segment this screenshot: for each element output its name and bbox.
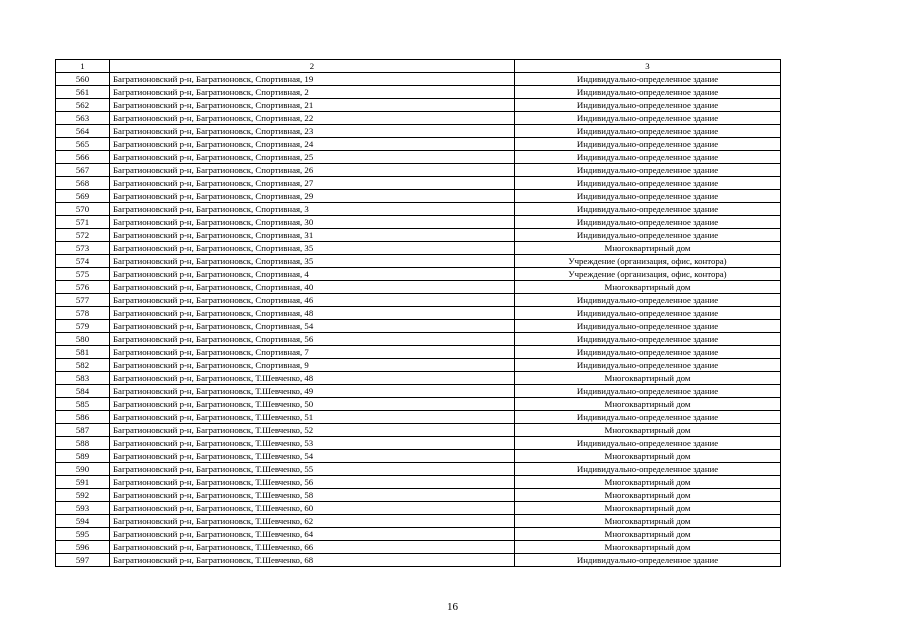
object-type-cell: Многоквартирный дом: [515, 424, 781, 437]
object-type-cell: Многоквартирный дом: [515, 372, 781, 385]
registry-table-body: [56, 60, 781, 567]
table-row: [56, 216, 781, 229]
address-cell: Багратионовский р-н, Багратионовск, Т.Шевченко, 54: [110, 450, 515, 463]
row-number-cell: 571: [56, 216, 110, 229]
table-row: [56, 372, 781, 385]
address-cell: Багратионовский р-н, Багратионовск, Т.Шевченко, 64: [110, 528, 515, 541]
row-number-cell: 566: [56, 151, 110, 164]
row-number-cell: 597: [56, 554, 110, 567]
row-number-cell: 569: [56, 190, 110, 203]
address-cell: Багратионовский р-н, Багратионовск, Т.Шевченко, 66: [110, 541, 515, 554]
table-row: [56, 346, 781, 359]
object-type-cell: Индивидуально-определенное здание: [515, 73, 781, 86]
object-type-cell: Многоквартирный дом: [515, 281, 781, 294]
row-number-cell: 586: [56, 411, 110, 424]
row-number-cell: 594: [56, 515, 110, 528]
row-number-cell: 578: [56, 307, 110, 320]
address-cell: Багратионовский р-н, Багратионовск, Спортивная, 21: [110, 99, 515, 112]
address-cell: Багратионовский р-н, Багратионовск, Спортивная, 30: [110, 216, 515, 229]
object-type-cell: Многоквартирный дом: [515, 476, 781, 489]
address-cell: Багратионовский р-н, Багратионовск, Т.Шевченко, 49: [110, 385, 515, 398]
header-col-1: 1: [56, 60, 110, 73]
table-row: [56, 268, 781, 281]
address-cell: Багратионовский р-н, Багратионовск, Спортивная, 46: [110, 294, 515, 307]
address-cell: Багратионовский р-н, Багратионовск, Т.Шевченко, 56: [110, 476, 515, 489]
object-type-cell: Индивидуально-определенное здание: [515, 151, 781, 164]
table-row: [56, 112, 781, 125]
object-type-cell: Индивидуально-определенное здание: [515, 307, 781, 320]
table-row: [56, 99, 781, 112]
table-row: [56, 138, 781, 151]
address-cell: Багратионовский р-н, Багратионовск, Спортивная, 26: [110, 164, 515, 177]
table-row: [56, 385, 781, 398]
table-row: [56, 125, 781, 138]
address-cell: Багратионовский р-н, Багратионовск, Спортивная, 54: [110, 320, 515, 333]
table-row: [56, 86, 781, 99]
table-row: [56, 424, 781, 437]
object-type-cell: Многоквартирный дом: [515, 502, 781, 515]
object-type-cell: Многоквартирный дом: [515, 398, 781, 411]
object-type-cell: Индивидуально-определенное здание: [515, 177, 781, 190]
row-number-cell: 590: [56, 463, 110, 476]
row-number-cell: 562: [56, 99, 110, 112]
table-row: [56, 320, 781, 333]
row-number-cell: 573: [56, 242, 110, 255]
address-cell: Багратионовский р-н, Багратионовск, Спортивная, 56: [110, 333, 515, 346]
header-col-2: 2: [110, 60, 515, 73]
address-cell: Багратионовский р-н, Багратионовск, Спортивная, 7: [110, 346, 515, 359]
row-number-cell: 593: [56, 502, 110, 515]
address-cell: Багратионовский р-н, Багратионовск, Спортивная, 4: [110, 268, 515, 281]
object-type-cell: Многоквартирный дом: [515, 528, 781, 541]
address-cell: Багратионовский р-н, Багратионовск, Спортивная, 40: [110, 281, 515, 294]
table-row: [56, 190, 781, 203]
registry-table: [55, 59, 781, 567]
row-number-cell: 574: [56, 255, 110, 268]
row-number-cell: 588: [56, 437, 110, 450]
address-cell: Багратионовский р-н, Багратионовск, Т.Шевченко, 68: [110, 554, 515, 567]
object-type-cell: Учреждение (организация, офис, контора): [515, 268, 781, 281]
address-cell: Багратионовский р-н, Багратионовск, Спортивная, 9: [110, 359, 515, 372]
object-type-cell: Индивидуально-определенное здание: [515, 203, 781, 216]
object-type-cell: Индивидуально-определенное здание: [515, 294, 781, 307]
address-cell: Багратионовский р-н, Багратионовск, Т.Шевченко, 50: [110, 398, 515, 411]
object-type-cell: Индивидуально-определенное здание: [515, 554, 781, 567]
address-cell: Багратионовский р-н, Багратионовск, Т.Шевченко, 53: [110, 437, 515, 450]
table-header-row: [56, 60, 781, 73]
row-number-cell: 585: [56, 398, 110, 411]
table-row: [56, 450, 781, 463]
table-row: [56, 541, 781, 554]
table-row: [56, 463, 781, 476]
object-type-cell: Индивидуально-определенное здание: [515, 99, 781, 112]
row-number-cell: 563: [56, 112, 110, 125]
address-cell: Багратионовский р-н, Багратионовск, Спортивная, 35: [110, 255, 515, 268]
table-row: [56, 151, 781, 164]
object-type-cell: Учреждение (организация, офис, контора): [515, 255, 781, 268]
object-type-cell: Индивидуально-определенное здание: [515, 190, 781, 203]
address-cell: Багратионовский р-н, Багратионовск, Т.Шевченко, 58: [110, 489, 515, 502]
row-number-cell: 595: [56, 528, 110, 541]
row-number-cell: 581: [56, 346, 110, 359]
table-row: [56, 398, 781, 411]
table-row: [56, 476, 781, 489]
table-row: [56, 489, 781, 502]
object-type-cell: Индивидуально-определенное здание: [515, 437, 781, 450]
object-type-cell: Индивидуально-определенное здание: [515, 385, 781, 398]
table-row: [56, 164, 781, 177]
row-number-cell: 592: [56, 489, 110, 502]
table-row: [56, 437, 781, 450]
object-type-cell: Индивидуально-определенное здание: [515, 346, 781, 359]
table-row: [56, 73, 781, 86]
table-row: [56, 502, 781, 515]
row-number-cell: 579: [56, 320, 110, 333]
address-cell: Багратионовский р-н, Багратионовск, Спортивная, 19: [110, 73, 515, 86]
address-cell: Багратионовский р-н, Багратионовск, Спортивная, 48: [110, 307, 515, 320]
table-row: [56, 528, 781, 541]
table-row: [56, 255, 781, 268]
object-type-cell: Индивидуально-определенное здание: [515, 229, 781, 242]
address-cell: Багратионовский р-н, Багратионовск, Спортивная, 25: [110, 151, 515, 164]
address-cell: Багратионовский р-н, Багратионовск, Спортивная, 27: [110, 177, 515, 190]
address-cell: Багратионовский р-н, Багратионовск, Т.Шевченко, 62: [110, 515, 515, 528]
object-type-cell: Индивидуально-определенное здание: [515, 216, 781, 229]
address-cell: Багратионовский р-н, Багратионовск, Т.Шевченко, 55: [110, 463, 515, 476]
row-number-cell: 561: [56, 86, 110, 99]
object-type-cell: Индивидуально-определенное здание: [515, 164, 781, 177]
row-number-cell: 565: [56, 138, 110, 151]
table-row: [56, 411, 781, 424]
object-type-cell: Индивидуально-определенное здание: [515, 359, 781, 372]
object-type-cell: Индивидуально-определенное здание: [515, 112, 781, 125]
row-number-cell: 577: [56, 294, 110, 307]
table-row: [56, 242, 781, 255]
row-number-cell: 568: [56, 177, 110, 190]
table-row: [56, 281, 781, 294]
object-type-cell: Многоквартирный дом: [515, 541, 781, 554]
address-cell: Багратионовский р-н, Багратионовск, Спортивная, 3: [110, 203, 515, 216]
row-number-cell: 596: [56, 541, 110, 554]
row-number-cell: 584: [56, 385, 110, 398]
row-number-cell: 576: [56, 281, 110, 294]
row-number-cell: 572: [56, 229, 110, 242]
object-type-cell: Индивидуально-определенное здание: [515, 463, 781, 476]
object-type-cell: Многоквартирный дом: [515, 515, 781, 528]
address-cell: Багратионовский р-н, Багратионовск, Т.Шевченко, 60: [110, 502, 515, 515]
object-type-cell: Многоквартирный дом: [515, 489, 781, 502]
object-type-cell: Многоквартирный дом: [515, 242, 781, 255]
object-type-cell: Индивидуально-определенное здание: [515, 138, 781, 151]
address-cell: Багратионовский р-н, Багратионовск, Спортивная, 24: [110, 138, 515, 151]
object-type-cell: Индивидуально-определенное здание: [515, 86, 781, 99]
row-number-cell: 591: [56, 476, 110, 489]
address-cell: Багратионовский р-н, Багратионовск, Спортивная, 22: [110, 112, 515, 125]
row-number-cell: 567: [56, 164, 110, 177]
row-number-cell: 575: [56, 268, 110, 281]
object-type-cell: Индивидуально-определенное здание: [515, 333, 781, 346]
address-cell: Багратионовский р-н, Багратионовск, Спортивная, 23: [110, 125, 515, 138]
object-type-cell: Индивидуально-определенное здание: [515, 320, 781, 333]
address-cell: Багратионовский р-н, Багратионовск, Спортивная, 2: [110, 86, 515, 99]
row-number-cell: 589: [56, 450, 110, 463]
address-cell: Багратионовский р-н, Багратионовск, Спортивная, 35: [110, 242, 515, 255]
table-row: [56, 203, 781, 216]
table-row: [56, 177, 781, 190]
table-row: [56, 333, 781, 346]
page-number: 16: [447, 601, 458, 613]
row-number-cell: 587: [56, 424, 110, 437]
header-col-3: 3: [515, 60, 781, 73]
object-type-cell: Многоквартирный дом: [515, 450, 781, 463]
table-row: [56, 307, 781, 320]
row-number-cell: 582: [56, 359, 110, 372]
row-number-cell: 560: [56, 73, 110, 86]
address-cell: Багратионовский р-н, Багратионовск, Спортивная, 29: [110, 190, 515, 203]
table-row: [56, 359, 781, 372]
address-cell: Багратионовский р-н, Багратионовск, Т.Шевченко, 51: [110, 411, 515, 424]
table-row: [56, 294, 781, 307]
table-row: [56, 554, 781, 567]
object-type-cell: Индивидуально-определенное здание: [515, 125, 781, 138]
address-cell: Багратионовский р-н, Багратионовск, Спортивная, 31: [110, 229, 515, 242]
row-number-cell: 580: [56, 333, 110, 346]
address-cell: Багратионовский р-н, Багратионовск, Т.Шевченко, 52: [110, 424, 515, 437]
table-row: [56, 515, 781, 528]
row-number-cell: 570: [56, 203, 110, 216]
table-row: [56, 229, 781, 242]
address-cell: Багратионовский р-н, Багратионовск, Т.Шевченко, 48: [110, 372, 515, 385]
object-type-cell: Индивидуально-определенное здание: [515, 411, 781, 424]
row-number-cell: 564: [56, 125, 110, 138]
row-number-cell: 583: [56, 372, 110, 385]
